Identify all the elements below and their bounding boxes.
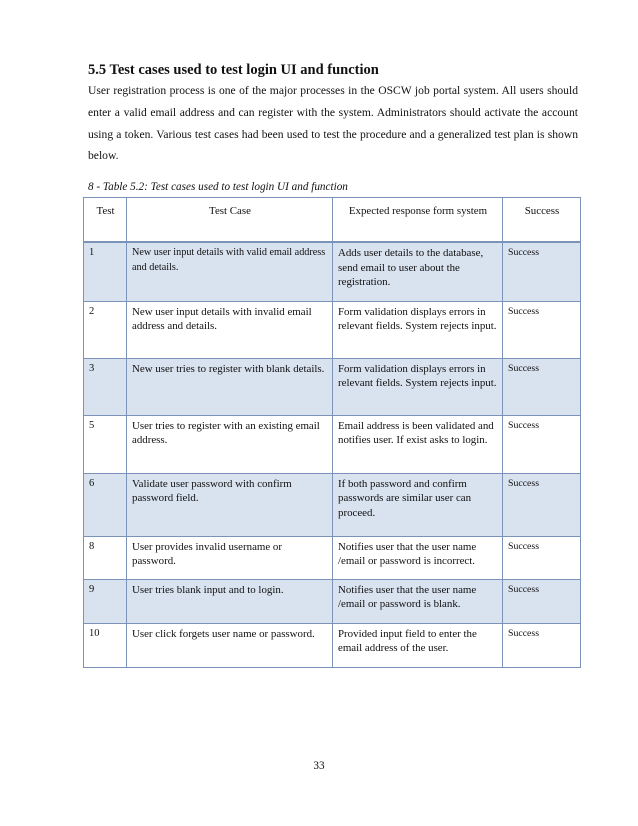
cell-expected-response: Form validation displays errors in relevant fields. System rejects input.: [333, 358, 503, 415]
cell-test-number: 2: [84, 301, 127, 358]
cell-success: Success: [503, 623, 581, 667]
cell-expected-response: Provided input field to enter the email address of the user.: [333, 623, 503, 667]
cell-test-case: New user tries to register with blank details.: [127, 358, 333, 415]
cell-test-number: 1: [84, 242, 127, 301]
test-cases-table: [83, 197, 581, 668]
header-test: Test: [84, 198, 127, 243]
table-row: [84, 536, 581, 579]
section-heading: 5.5 Test cases used to test login UI and function: [88, 62, 379, 78]
cell-test-case: User click forgets user name or password.: [127, 623, 333, 667]
header-success: Success: [503, 198, 581, 243]
cell-success: Success: [503, 473, 581, 536]
cell-test-number: 10: [84, 623, 127, 667]
cell-expected-response: If both password and confirm passwords are similar user can proceed.: [333, 473, 503, 536]
cell-expected-response: Notifies user that the user name /email or password is blank.: [333, 579, 503, 623]
table-row: [84, 358, 581, 415]
header-test-case: Test Case: [127, 198, 333, 243]
intro-paragraph: User registration process is one of the major processes in the OSCW job portal system. All users should enter a valid email address and can register with the system. Administrators should activate the account using a token. Various test cases had been used to test the procedure and a generalized test plan is shown below.: [88, 84, 578, 163]
cell-success: Success: [503, 536, 581, 579]
cell-test-number: 8: [84, 536, 127, 579]
cell-test-number: 5: [84, 415, 127, 473]
table-caption: 8 - Table 5.2: Test cases used to test login UI and function: [88, 181, 348, 193]
page-number: 33: [313, 760, 325, 772]
cell-success: Success: [503, 579, 581, 623]
cell-test-case: New user input details with valid email address and details.: [127, 242, 333, 301]
cell-test-case: User provides invalid username or password.: [127, 536, 333, 579]
header-expected-response: Expected response form system: [333, 198, 503, 243]
cell-success: Success: [503, 415, 581, 473]
table-row: [84, 579, 581, 623]
cell-test-case: User tries to register with an existing email address.: [127, 415, 333, 473]
cell-expected-response: Email address is been validated and notifies user. If exist asks to login.: [333, 415, 503, 473]
cell-test-number: 3: [84, 358, 127, 415]
cell-success: Success: [503, 301, 581, 358]
cell-test-number: 6: [84, 473, 127, 536]
table-row: [84, 242, 581, 301]
table-header-row: [84, 198, 581, 243]
cell-test-number: 9: [84, 579, 127, 623]
table-row: [84, 623, 581, 667]
cell-test-case: New user input details with invalid email address and details.: [127, 301, 333, 358]
table-row: [84, 473, 581, 536]
cell-success: Success: [503, 358, 581, 415]
cell-expected-response: Form validation displays errors in relevant fields. System rejects input.: [333, 301, 503, 358]
cell-test-case: User tries blank input and to login.: [127, 579, 333, 623]
cell-expected-response: Notifies user that the user name /email or password is incorrect.: [333, 536, 503, 579]
cell-expected-response: Adds user details to the database, send email to user about the registration.: [333, 242, 503, 301]
cell-test-case: Validate user password with confirm password field.: [127, 473, 333, 536]
table-row: [84, 415, 581, 473]
cell-success: Success: [503, 242, 581, 301]
table-row: [84, 301, 581, 358]
